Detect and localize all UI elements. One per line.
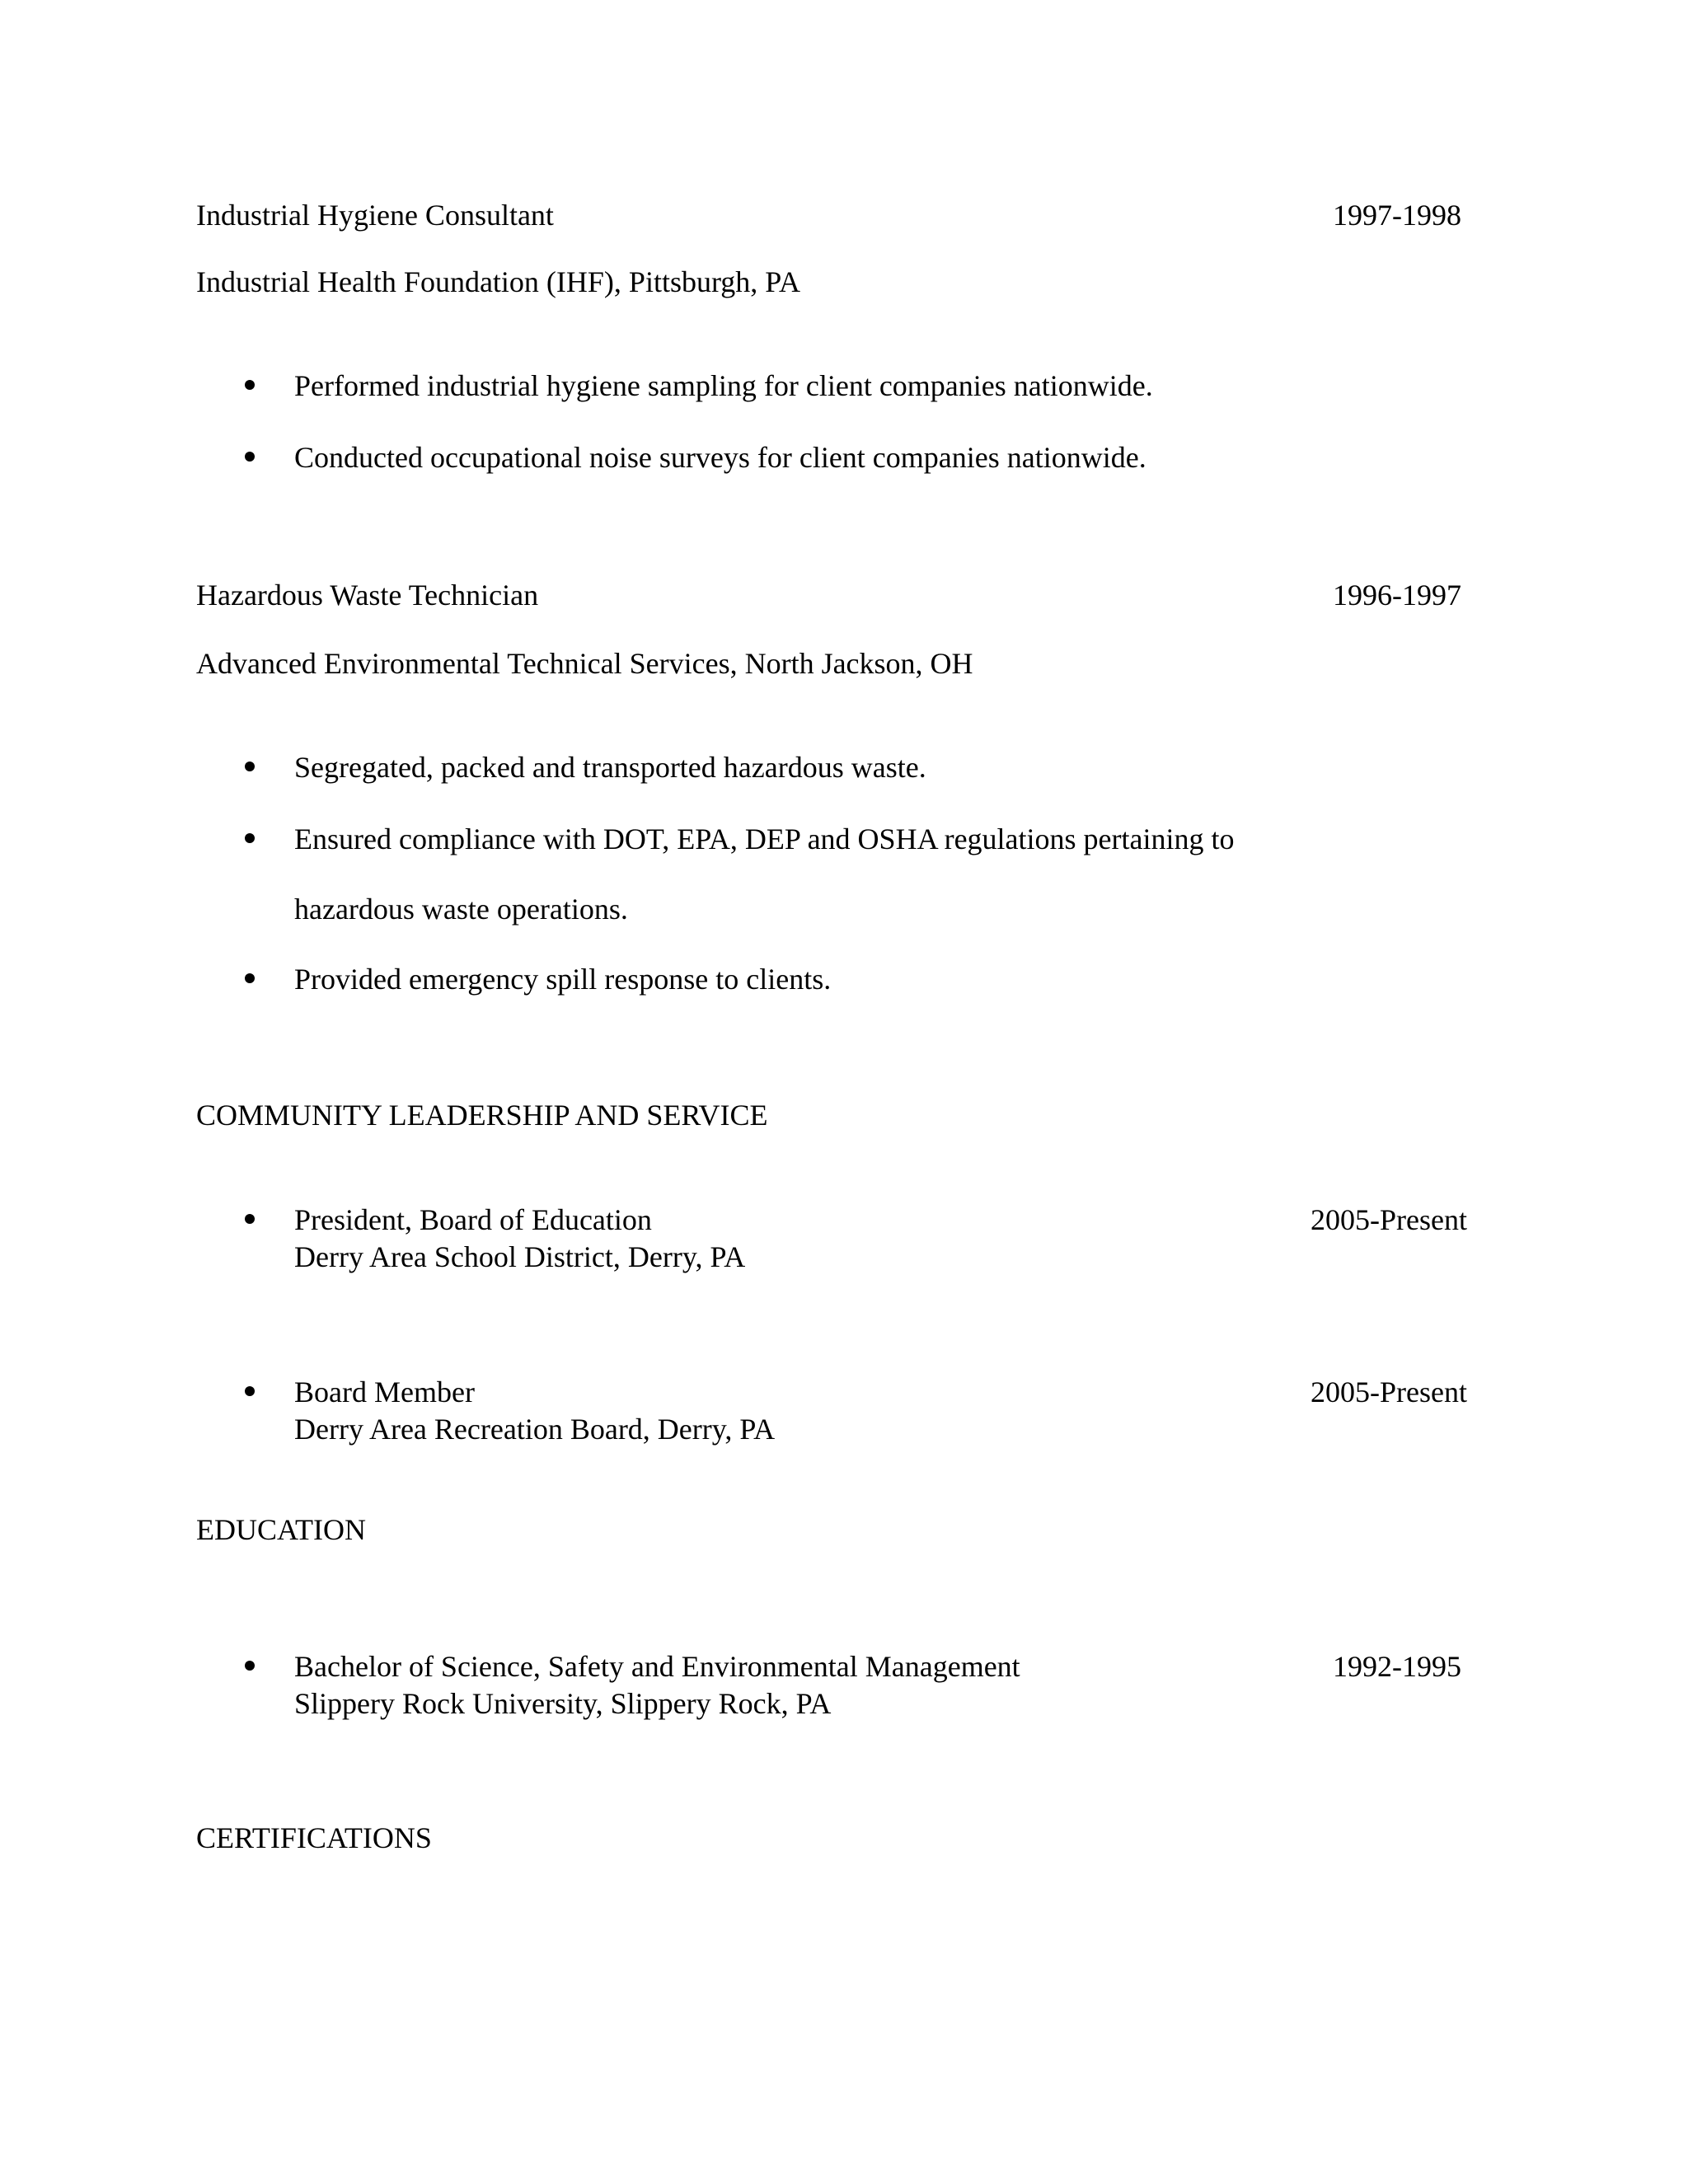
bullet-icon xyxy=(245,973,255,983)
section-heading-education: EDUCATION xyxy=(196,1513,366,1546)
education-school: Slippery Rock University, Slippery Rock, PA xyxy=(294,1687,832,1720)
job-title: Hazardous Waste Technician xyxy=(196,579,539,612)
section-heading-certifications: CERTIFICATIONS xyxy=(196,1821,432,1854)
bullet-icon xyxy=(245,833,255,843)
bullet-icon xyxy=(245,1386,255,1396)
job-dates: 1996-1997 xyxy=(1333,579,1461,612)
community-dates: 2005-Present xyxy=(1311,1376,1467,1408)
job-dates: 1997-1998 xyxy=(1333,199,1461,232)
bullet-icon xyxy=(245,762,255,771)
job-employer: Industrial Health Foundation (IHF), Pittsburgh, PA xyxy=(196,265,801,298)
job-title: Industrial Hygiene Consultant xyxy=(196,199,554,232)
community-org: Derry Area School District, Derry, PA xyxy=(294,1240,746,1273)
job-bullet-continuation: hazardous waste operations. xyxy=(294,893,628,926)
job-bullet: Segregated, packed and transported hazardous waste. xyxy=(294,751,926,784)
job-employer: Advanced Environmental Technical Services, North Jackson, OH xyxy=(196,647,973,680)
section-heading-community: COMMUNITY LEADERSHIP AND SERVICE xyxy=(196,1099,768,1132)
community-org: Derry Area Recreation Board, Derry, PA xyxy=(294,1413,776,1446)
education-dates: 1992-1995 xyxy=(1333,1650,1461,1683)
community-dates: 2005-Present xyxy=(1311,1203,1467,1236)
bullet-icon xyxy=(245,380,255,390)
bullet-icon xyxy=(245,452,255,462)
community-role: Board Member xyxy=(294,1376,475,1408)
job-bullet: Conducted occupational noise surveys for client companies nationwide. xyxy=(294,441,1146,474)
job-bullet: Ensured compliance with DOT, EPA, DEP and OSHA regulations pertaining to xyxy=(294,823,1235,855)
job-bullet: Provided emergency spill response to clients. xyxy=(294,963,832,996)
bullet-icon xyxy=(245,1661,255,1671)
education-degree: Bachelor of Science, Safety and Environmental Management xyxy=(294,1650,1020,1683)
community-role: President, Board of Education xyxy=(294,1203,652,1236)
job-bullet: Performed industrial hygiene sampling for client companies nationwide. xyxy=(294,369,1153,402)
bullet-icon xyxy=(245,1214,255,1224)
